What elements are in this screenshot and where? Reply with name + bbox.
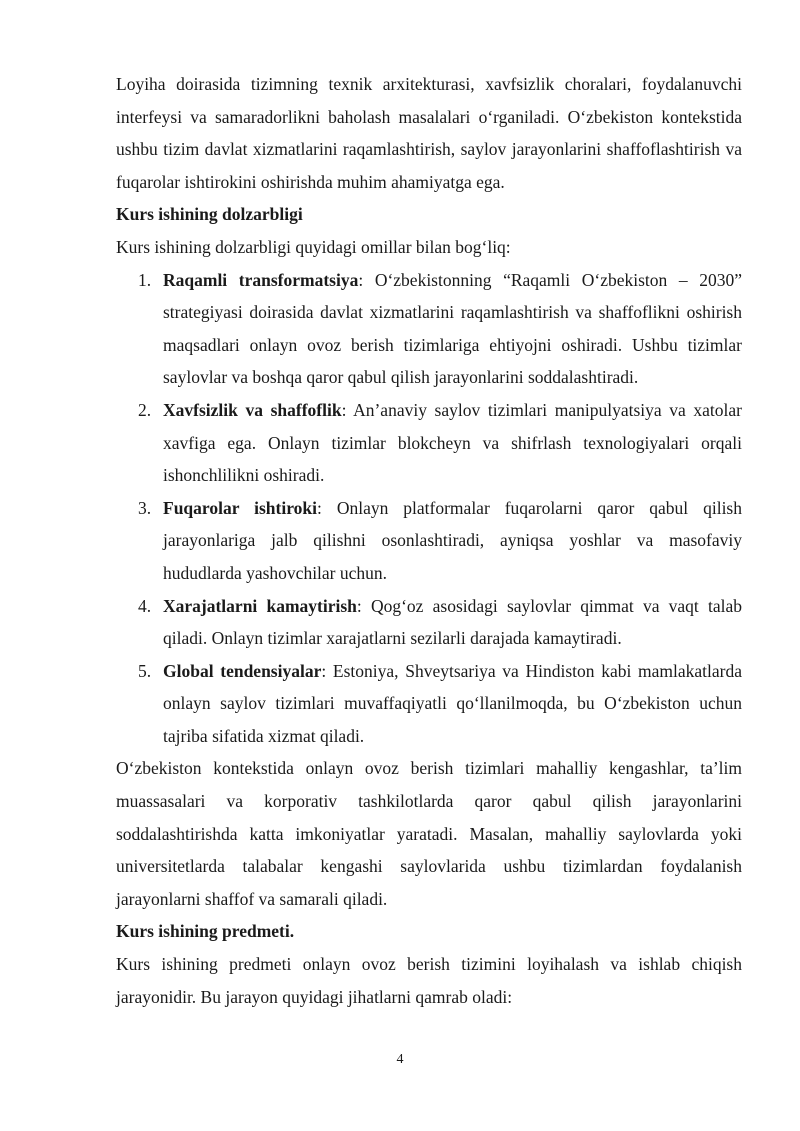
- list-item-term: Global tendensiyalar: [163, 660, 322, 681]
- relevance-factors-list: [116, 264, 742, 753]
- list-item-text: : Onlayn platformalar fuqarolarni qaror qabul qilish jarayonlariga jalb qilishni osonlashtiradi, ayniqsa yoshlar va masofaviy hududlarda yashovchilar uchun.: [163, 497, 742, 583]
- list-item: [116, 655, 742, 753]
- list-item-term: Xarajatlarni kamaytirish: [163, 595, 357, 616]
- list-item: [116, 492, 742, 590]
- list-item: [116, 590, 742, 655]
- list-item-text: : Qog‘oz asosidagi saylovlar qimmat va vaqt talab qiladi. Onlayn tizimlar xarajatlarni sezilarli darajada kamaytiradi.: [163, 595, 742, 649]
- list-item-number: 5.: [138, 660, 152, 681]
- list-item-term: Raqamli transformatsiya: [163, 269, 359, 290]
- subject-heading: Kurs ishining predmeti.: [116, 921, 295, 942]
- subject-paragraph: Kurs ishining predmeti onlayn ovoz berish tizimini loyihalash va ishlab chiqish jarayonidir. Bu jarayon quyidagi jihatlarni qamrab oladi:: [116, 954, 742, 1007]
- list-item-text: : An’anaviy saylov tizimlari manipulyatsiya va xatolar xavfiga ega. Onlayn tizimlar blokcheyn va shifrlash texnologiyalari orqali ishonchlilikni oshiradi.: [163, 399, 742, 486]
- document-page: [116, 68, 742, 1013]
- list-item: [116, 264, 742, 394]
- list-item-term: Xavfsizlik va shaffoflik: [163, 399, 342, 420]
- intro-paragraph: Loyiha doirasida tizimning texnik arxitekturasi, xavfsizlik choralari, foydalanuvchi interfeysi va samaradorlikni baholash masalalari o‘rganiladi. O‘zbekiston kontekstida ushbu tizim davlat xizmatlarini raqamlashtirish, saylov jarayonlarini shaffoflashtirish va fuqarolar ishtirokini oshirishda muhim ahamiyatga ega.: [116, 74, 742, 192]
- list-item-term: Fuqarolar ishtiroki: [163, 497, 318, 518]
- list-item-number: 3.: [138, 497, 152, 518]
- list-item-text: : O‘zbekistonning “Raqamli O‘zbekiston – 2030” strategiyasi doirasida davlat xizmatlarini raqamlashtirish va shaffoflikni oshirish maqsadlari onlayn ovoz berish tizimlariga ehtiyojni oshiradi. Ushbu tizimlar saylovlar va boshqa qaror qabul qilish jarayonlarini soddalashtiradi.: [163, 269, 742, 388]
- relevance-heading: Kurs ishining dolzarbligi: [116, 204, 303, 225]
- relevance-closing-paragraph: O‘zbekiston kontekstida onlayn ovoz berish tizimlari mahalliy kengashlar, ta’lim muassasalari va korporativ tashkilotlarda qaror qabul qilish jarayonlarini soddalashtirishda katta imkoniyatlar yaratadi. Masalan, mahalliy saylovlarda yoki universitetlarda talabalar kengashi saylovlarida ushbu tizimlardan foydalanish jarayonlarni shaffof va samarali qiladi.: [116, 758, 742, 909]
- list-item-text: : Estoniya, Shveytsariya va Hindiston kabi mamlakatlarda onlayn saylov tizimlari muvaffaqiyatli qo‘llanilmoqda, bu O‘zbekiston uchun tajriba sifatida xizmat qiladi.: [163, 660, 743, 746]
- list-item-number: 4.: [138, 595, 152, 616]
- list-item-number: 2.: [138, 399, 152, 420]
- list-item-number: 1.: [138, 269, 152, 290]
- list-item: [116, 394, 742, 492]
- relevance-lead: Kurs ishining dolzarbligi quyidagi omillar bilan bog‘liq:: [116, 236, 511, 257]
- page-number: 4: [396, 1052, 404, 1067]
